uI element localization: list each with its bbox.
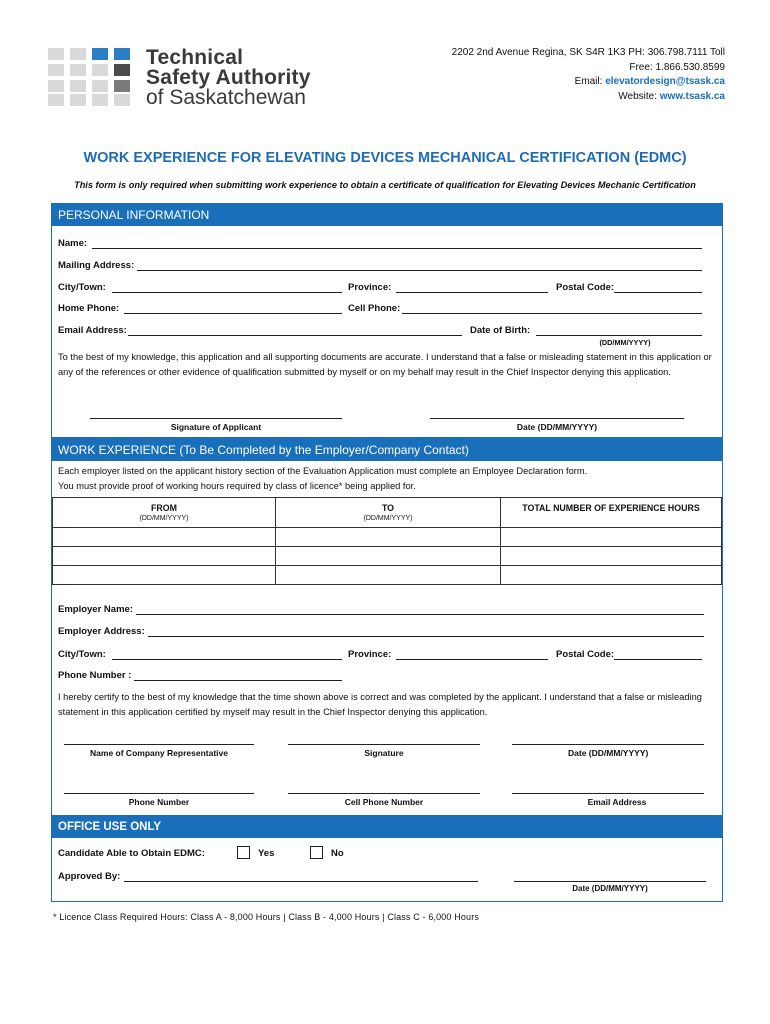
- logo-line-2: Safety Authority: [146, 66, 311, 89]
- employer-signature-field[interactable]: [288, 744, 480, 745]
- logo-wordmark: [146, 48, 311, 108]
- work-intro-1: Each employer listed on the applicant history section of the Evaluation Application must complete an Employee Declaration form.: [58, 466, 588, 476]
- employer-date-field[interactable]: [512, 744, 704, 745]
- contact-free: Free: 1.866.530.8599: [629, 61, 725, 73]
- home-phone-field[interactable]: [124, 313, 342, 314]
- city-label: City/Town:: [58, 282, 106, 293]
- hours-cell[interactable]: [501, 528, 722, 547]
- province-field[interactable]: [396, 292, 548, 293]
- approved-by-label: Approved By:: [58, 871, 121, 882]
- yes-checkbox[interactable]: [237, 846, 250, 859]
- phone-number-caption: Phone Number: [128, 797, 190, 807]
- mailing-address-label: Mailing Address:: [58, 260, 135, 271]
- employer-name-field[interactable]: [136, 614, 704, 615]
- col-from-header: [53, 498, 276, 528]
- employer-date-caption: Date (DD/MM/YYYY): [568, 748, 649, 758]
- dob-label: Date of Birth:: [470, 325, 531, 336]
- contact-email-link[interactable]: elevatordesign@tsask.ca: [605, 76, 725, 87]
- postal-code-field[interactable]: [614, 292, 702, 293]
- name-field[interactable]: [92, 248, 702, 249]
- employer-address-label: Employer Address:: [58, 626, 145, 637]
- to-cell[interactable]: [276, 547, 501, 566]
- work-experience-section: [51, 438, 723, 816]
- employer-signature-caption: Signature: [364, 748, 404, 758]
- office-date-field[interactable]: [514, 881, 706, 882]
- col-hours-header: [501, 498, 722, 528]
- personal-info-header: PERSONAL INFORMATION: [52, 204, 723, 226]
- applicant-date-caption: Date (DD/MM/YYYY): [516, 422, 598, 432]
- employer-name-label: Employer Name:: [58, 604, 133, 615]
- cell-phone-label: Cell Phone:: [348, 303, 401, 314]
- employer-certification-statement: I hereby certify to the best of my knowledge that the time shown above is correct and was completed by the applicant. I understand that a false or misleading statement in this application certified by myself may result in the Chief Inspector denying this application.: [58, 692, 702, 717]
- email-address-field[interactable]: [512, 793, 704, 794]
- home-phone-label: Home Phone:: [58, 303, 120, 314]
- employer-city-field[interactable]: [112, 659, 342, 660]
- email-label: Email Address:: [58, 325, 127, 336]
- company-rep-field[interactable]: [64, 744, 254, 745]
- contact-block: [452, 46, 725, 104]
- contact-website-label: Website:: [618, 90, 657, 102]
- col-from-format: (DD/MM/YYYY): [139, 515, 189, 522]
- employer-postal-field[interactable]: [614, 659, 702, 660]
- no-label: No: [331, 848, 344, 859]
- applicant-signature-caption: Signature of Applicant: [170, 422, 262, 432]
- cell-number-caption: Cell Phone Number: [344, 797, 424, 807]
- personal-info-section: [51, 203, 723, 438]
- hours-cell[interactable]: [501, 566, 722, 585]
- mailing-address-field[interactable]: [137, 270, 702, 271]
- yes-label: Yes: [258, 848, 275, 859]
- dob-format-hint: (DD/MM/YYYY): [599, 338, 651, 347]
- to-cell[interactable]: [276, 528, 501, 547]
- postal-code-label: Postal Code:: [556, 282, 615, 293]
- employer-address-field[interactable]: [148, 636, 704, 637]
- office-use-header: OFFICE USE ONLY: [52, 816, 723, 838]
- form-title: WORK EXPERIENCE FOR ELEVATING DEVICES MECHANICAL CERTIFICATION (EDMC): [83, 150, 687, 166]
- contact-address: 2202 2nd Avenue Regina, SK S4R 1K3 PH: 306.798.7111 Toll: [451, 47, 725, 58]
- to-cell[interactable]: [276, 566, 501, 585]
- dob-field[interactable]: [536, 335, 702, 336]
- licence-footnote: * Licence Class Required Hours: Class A - 8,000 Hours | Class B - 4,000 Hours | Class C - 6,000 Hours: [53, 912, 479, 922]
- logo-line-1: Technical: [146, 46, 244, 69]
- hours-cell[interactable]: [501, 547, 722, 566]
- applicant-date-field[interactable]: [430, 418, 684, 419]
- email-address-caption: Email Address: [587, 797, 647, 807]
- cell-number-field[interactable]: [288, 793, 480, 794]
- work-hours-table: [52, 497, 722, 585]
- logo-mark: [48, 48, 134, 106]
- employer-phone-field[interactable]: [134, 680, 342, 681]
- col-from-label: FROM: [151, 503, 177, 513]
- table-row: [53, 566, 722, 585]
- col-to-label: TO: [381, 503, 395, 513]
- from-cell[interactable]: [53, 566, 276, 585]
- from-cell[interactable]: [53, 528, 276, 547]
- logo-line-3: of Saskatchewan: [146, 86, 306, 109]
- city-field[interactable]: [112, 292, 342, 293]
- contact-email-label: Email:: [574, 76, 603, 87]
- personal-statement: To the best of my knowledge, this application and all supporting documents are accurate. I understand that a false or misleading statement in this application or any of the references or other evidence of qualification submitted by myself or on my behalf may result in the Chief Inspector denying this application.: [58, 352, 712, 377]
- employer-postal-label: Postal Code:: [556, 649, 615, 660]
- col-to-format: (DD/MM/YYYY): [363, 515, 413, 522]
- table-row: [53, 528, 722, 547]
- candidate-label: Candidate Able to Obtain EDMC:: [58, 848, 205, 859]
- approved-by-field[interactable]: [124, 881, 478, 882]
- from-cell[interactable]: [53, 547, 276, 566]
- province-label: Province:: [348, 282, 392, 293]
- work-intro-2: You must provide proof of working hours required by class of licence* being applied for.: [58, 481, 416, 491]
- no-checkbox[interactable]: [310, 846, 323, 859]
- phone-number-field[interactable]: [64, 793, 254, 794]
- table-row: [53, 547, 722, 566]
- email-field[interactable]: [128, 335, 462, 336]
- col-hours-label: TOTAL NUMBER OF EXPERIENCE HOURS: [522, 503, 700, 513]
- employer-phone-label: Phone Number :: [58, 670, 132, 681]
- cell-phone-field[interactable]: [402, 313, 702, 314]
- company-rep-caption: Name of Company Representative: [90, 748, 228, 758]
- office-date-caption: Date (DD/MM/YYYY): [572, 884, 648, 893]
- name-label: Name:: [58, 238, 88, 249]
- contact-website-link[interactable]: www.tsask.ca: [659, 90, 725, 102]
- applicant-signature-field[interactable]: [90, 418, 342, 419]
- col-to-header: [276, 498, 501, 528]
- employer-province-label: Province:: [348, 649, 392, 660]
- work-experience-header: WORK EXPERIENCE (To Be Completed by the Employer/Company Contact): [52, 439, 723, 461]
- employer-province-field[interactable]: [396, 659, 548, 660]
- form-subtitle: This form is only required when submitting work experience to obtain a certificate of qualification for Elevating Devices Mechanic Certification: [74, 180, 696, 190]
- employer-city-label: City/Town:: [58, 649, 106, 660]
